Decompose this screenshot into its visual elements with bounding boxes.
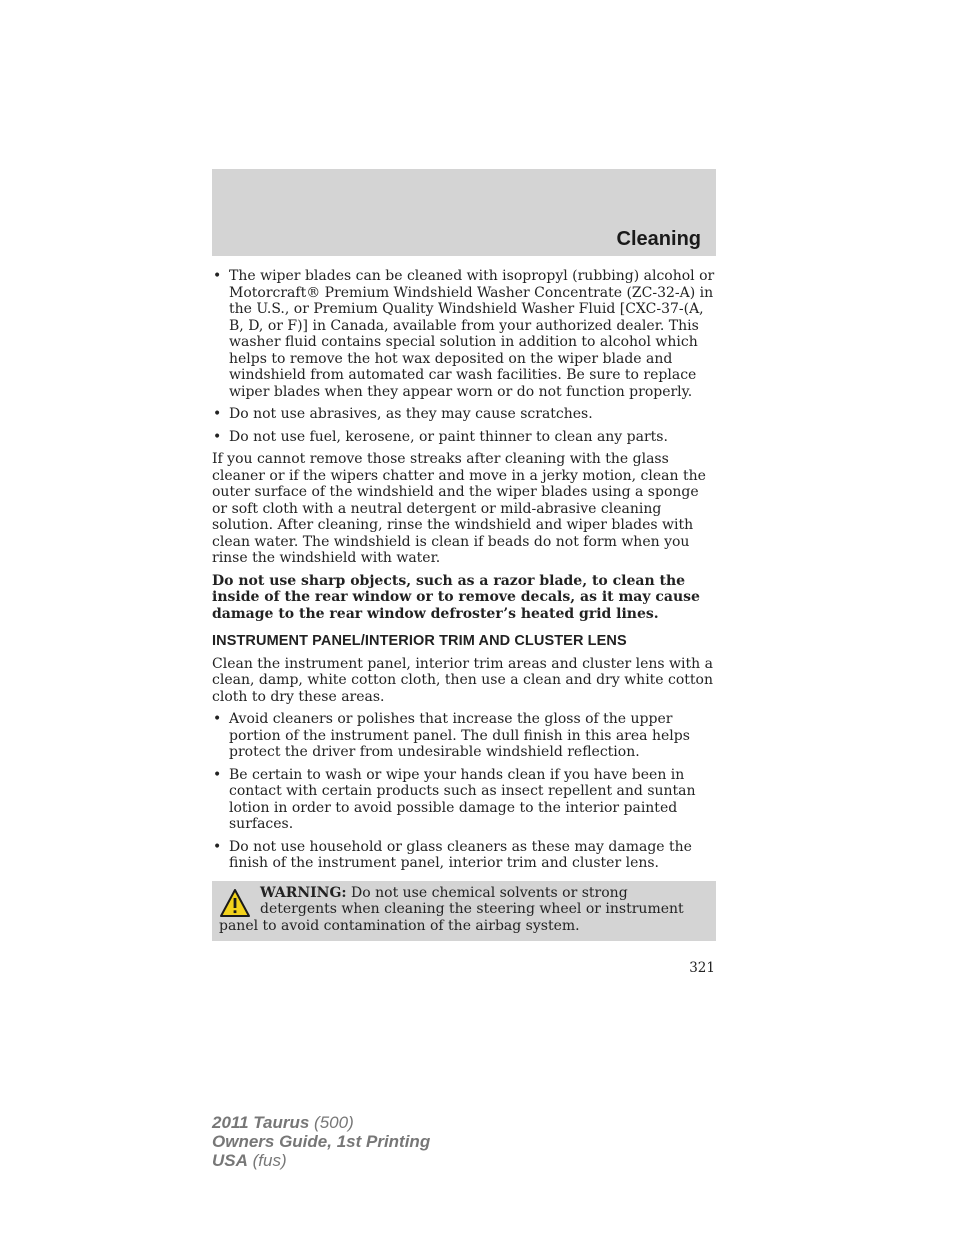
- bullet-avoid-gloss: • Avoid cleaners or polishes that increase the gloss of the upper portion of the instrument panel. The dull finish in this area helps protect the driver from undesirable windshield reflection.: [212, 711, 716, 761]
- section-header-band: [212, 169, 716, 256]
- footer-model-code: (500): [309, 1113, 354, 1132]
- section-paragraph: Clean the instrument panel, interior trim areas and cluster lens with a clean, damp, white cotton cloth, then use a clean and dry white cotton cloth to dry these areas.: [212, 655, 713, 705]
- bullet-no-abrasives: • Do not use abrasives, as they may cause scratches.: [212, 406, 716, 423]
- footer-guide: Owners Guide, 1st Printing: [212, 1132, 431, 1151]
- page-content: [212, 268, 716, 941]
- section-heading: INSTRUMENT PANEL/INTERIOR TRIM AND CLUSTER LENS: [212, 633, 627, 649]
- caution-rear-window: Do not use sharp objects, such as a razor blade, to clean the inside of the rear window or to remove decals, as it may cause damage to the rear window defroster’s heated grid lines.: [212, 572, 700, 622]
- bullet-no-fuel: • Do not use fuel, kerosene, or paint thinner to clean any parts.: [212, 429, 716, 446]
- footer-market-code: (fus): [247, 1151, 287, 1170]
- bullet-wiper-blades: • The wiper blades can be cleaned with isopropyl (rubbing) alcohol or Motorcraft® Premium Windshield Washer Concentrate (ZC-32-A) in the U.S., or Premium Quality Windshield Washer Fluid [CXC-37-(A, B, D, or F)] in Canada, available from your authorized dealer. This washer fluid contains special solution in addition to alcohol which helps to remove the hot wax deposited on the wiper blade and windshield from automated car wash facilities. Be sure to replace wiper blades when they appear worn or do not function properly.: [212, 268, 716, 400]
- warning-text: Do not use chemical solvents or strong detergents when cleaning the steering wheel or instrument panel to avoid contamination of the airbag system.: [219, 884, 684, 934]
- paragraph-streaks: If you cannot remove those streaks after cleaning with the glass cleaner or if the wipers chatter and move in a jerky motion, clean the outer surface of the windshield and the wiper blades using a sponge or soft cloth with a neutral detergent or mild-abrasive cleaning solution. After cleaning, rinse the windshield and wiper blades with clean water. The windshield is clean if beads do not form when you rinse the windshield with water.: [212, 451, 706, 566]
- warning-box: [212, 881, 716, 942]
- bullet-wash-hands: • Be certain to wash or wipe your hands clean if you have been in contact with certain products such as insect repellent and suntan lotion in order to avoid possible damage to the interior painted surfaces.: [212, 767, 716, 833]
- bullet-no-household-cleaners: • Do not use household or glass cleaners as these may damage the finish of the instrument panel, interior trim and cluster lens.: [212, 839, 716, 872]
- footer-model: 2011 Taurus: [212, 1113, 310, 1132]
- section-title: Cleaning: [616, 228, 701, 250]
- page-number: 321: [689, 960, 715, 976]
- warning-triangle-icon: [219, 888, 251, 918]
- footer: [212, 1113, 430, 1170]
- warning-label: WARNING:: [260, 884, 347, 901]
- footer-market: USA: [212, 1151, 248, 1170]
